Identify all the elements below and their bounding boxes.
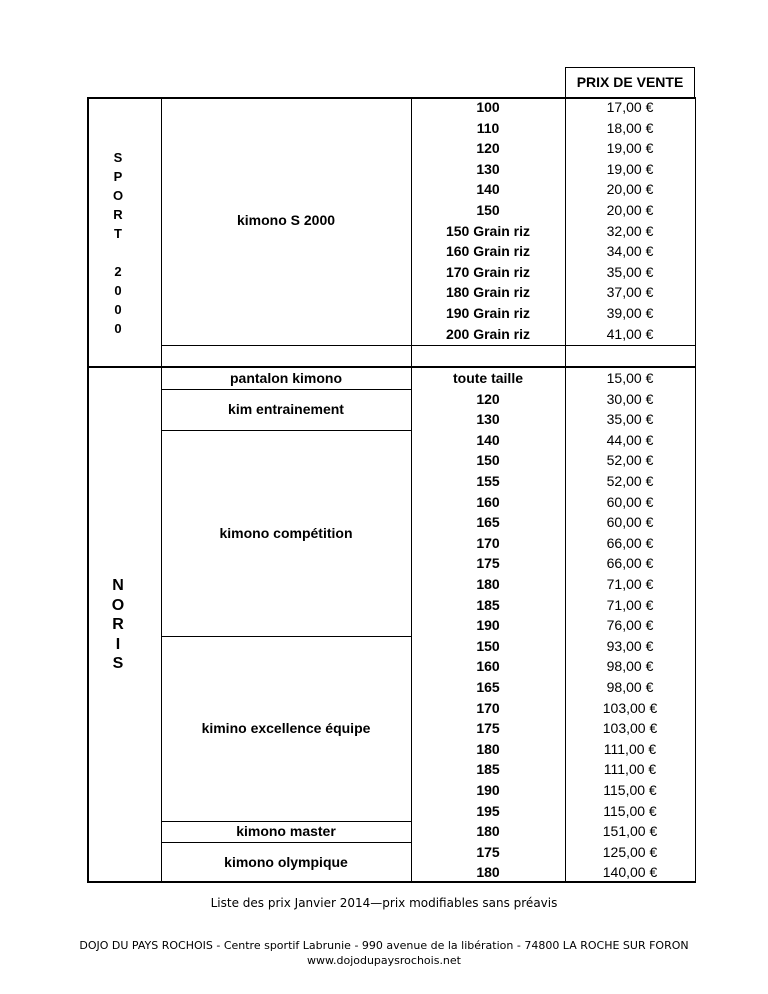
- price-cell: 32,00 €: [606, 222, 654, 239]
- size-cell: 160: [476, 658, 500, 675]
- price-cell: 76,00 €: [606, 617, 654, 634]
- price-cell: 71,00 €: [606, 576, 654, 592]
- table-border-left: [87, 97, 89, 881]
- size-cell: 120: [476, 140, 500, 157]
- size-cell: 165: [476, 514, 500, 531]
- price-cell: 98,00 €: [606, 679, 654, 695]
- price-cell: 125,00 €: [602, 843, 658, 860]
- price-cell: 98,00 €: [606, 658, 654, 675]
- size-cell: 160: [476, 493, 500, 510]
- size-cell: 185: [476, 761, 500, 778]
- price-cell: 18,00 €: [606, 119, 654, 136]
- size-cell: 100: [476, 99, 500, 115]
- size-cell: 180: [476, 740, 500, 757]
- price-cell: 103,00 €: [602, 720, 658, 737]
- size-cell: 190: [476, 617, 500, 634]
- brand-sport2000-label: S P O R T 2 0 0 0: [112, 150, 124, 336]
- price-cell: 140,00 €: [602, 864, 658, 881]
- size-cell: 155: [476, 473, 500, 489]
- size-cell: 175: [476, 555, 500, 572]
- size-cell: 170: [476, 534, 500, 551]
- product-name: kimono compétition: [219, 524, 353, 541]
- price-cell: 41,00 €: [606, 325, 654, 342]
- price-cell: 20,00 €: [606, 202, 654, 218]
- price-cell: 60,00 €: [606, 493, 654, 510]
- price-cell: 19,00 €: [606, 160, 654, 177]
- price-cell: 60,00 €: [606, 514, 654, 531]
- size-cell: 180: [476, 864, 500, 881]
- price-cell: 15,00 €: [606, 370, 654, 386]
- price-cell: 93,00 €: [606, 637, 654, 654]
- product-name: pantalon kimono: [230, 370, 342, 386]
- size-cell: 175: [476, 720, 500, 737]
- price-cell: 39,00 €: [606, 305, 654, 321]
- price-header-label: PRIX DE VENTE: [576, 74, 684, 90]
- price-cell: 35,00 €: [606, 263, 654, 280]
- size-cell: 110: [476, 119, 500, 136]
- product-separator: [161, 430, 411, 431]
- size-cell: 185: [476, 596, 500, 613]
- price-cell: 52,00 €: [606, 473, 654, 489]
- size-cell: toute taille: [452, 370, 523, 386]
- size-cell: 180: [476, 576, 500, 592]
- size-cell: 150: [476, 202, 500, 218]
- price-cell: 111,00 €: [603, 740, 657, 757]
- size-cell: 180: [476, 823, 500, 840]
- price-cell: 37,00 €: [606, 284, 654, 301]
- row-line: [161, 345, 695, 346]
- size-cell: 120: [476, 390, 500, 407]
- price-list-note: Liste des prix Janvier 2014—prix modifiables sans préavis: [210, 896, 558, 910]
- product-name: kimono olympique: [224, 854, 348, 871]
- product-separator: [161, 842, 411, 843]
- size-cell: 190: [476, 782, 500, 798]
- price-cell: 115,00 €: [603, 802, 657, 819]
- brand-noris-label: N O R I S: [111, 577, 125, 672]
- size-cell: 165: [476, 679, 500, 695]
- price-cell: 115,00 €: [603, 782, 657, 798]
- product-name: kimino excellence équipe: [201, 720, 371, 737]
- size-cell: 170 Grain riz: [445, 263, 531, 280]
- size-cell: 140: [476, 181, 500, 198]
- price-cell: 19,00 €: [606, 140, 654, 157]
- size-cell: 200 Grain riz: [445, 325, 531, 342]
- price-cell: 17,00 €: [606, 99, 654, 115]
- price-cell: 66,00 €: [606, 534, 654, 551]
- price-cell: 71,00 €: [606, 596, 654, 613]
- price-cell: 35,00 €: [606, 411, 654, 428]
- footer-address: DOJO DU PAYS ROCHOIS - Centre sportif Labrunie - 990 avenue de la libération - 74800 LA ROCHE SUR FORON: [79, 939, 689, 952]
- product-name: kim entrainement: [228, 400, 344, 417]
- size-cell: 130: [476, 411, 500, 428]
- price-cell: 44,00 €: [606, 431, 654, 448]
- size-cell: 140: [476, 431, 500, 448]
- price-cell: 52,00 €: [606, 452, 654, 469]
- price-cell: 103,00 €: [602, 699, 658, 716]
- size-cell: 130: [476, 160, 500, 177]
- product-separator: [161, 389, 411, 390]
- size-cell: 160 Grain riz: [445, 243, 531, 260]
- size-cell: 150 Grain riz: [445, 222, 531, 239]
- size-cell: 150: [476, 452, 500, 469]
- size-cell: 195: [476, 802, 500, 819]
- size-cell: 170: [476, 699, 500, 716]
- price-cell: 30,00 €: [606, 390, 654, 407]
- size-cell: 175: [476, 843, 500, 860]
- price-cell: 20,00 €: [606, 181, 654, 198]
- price-cell: 111,00 €: [603, 761, 657, 778]
- price-cell: 66,00 €: [606, 555, 654, 572]
- product-name: kimono master: [236, 823, 336, 840]
- size-cell: 180 Grain riz: [445, 284, 531, 301]
- size-cell: 190 Grain riz: [445, 305, 531, 321]
- price-cell: 151,00 €: [602, 823, 658, 840]
- price-cell: 34,00 €: [606, 243, 654, 260]
- size-cell: 150: [476, 637, 500, 654]
- footer-website: www.dojodupaysrochois.net: [307, 954, 461, 967]
- product-separator: [161, 636, 411, 637]
- table-border-right: [695, 97, 696, 881]
- product-name: kimono S 2000: [236, 212, 336, 229]
